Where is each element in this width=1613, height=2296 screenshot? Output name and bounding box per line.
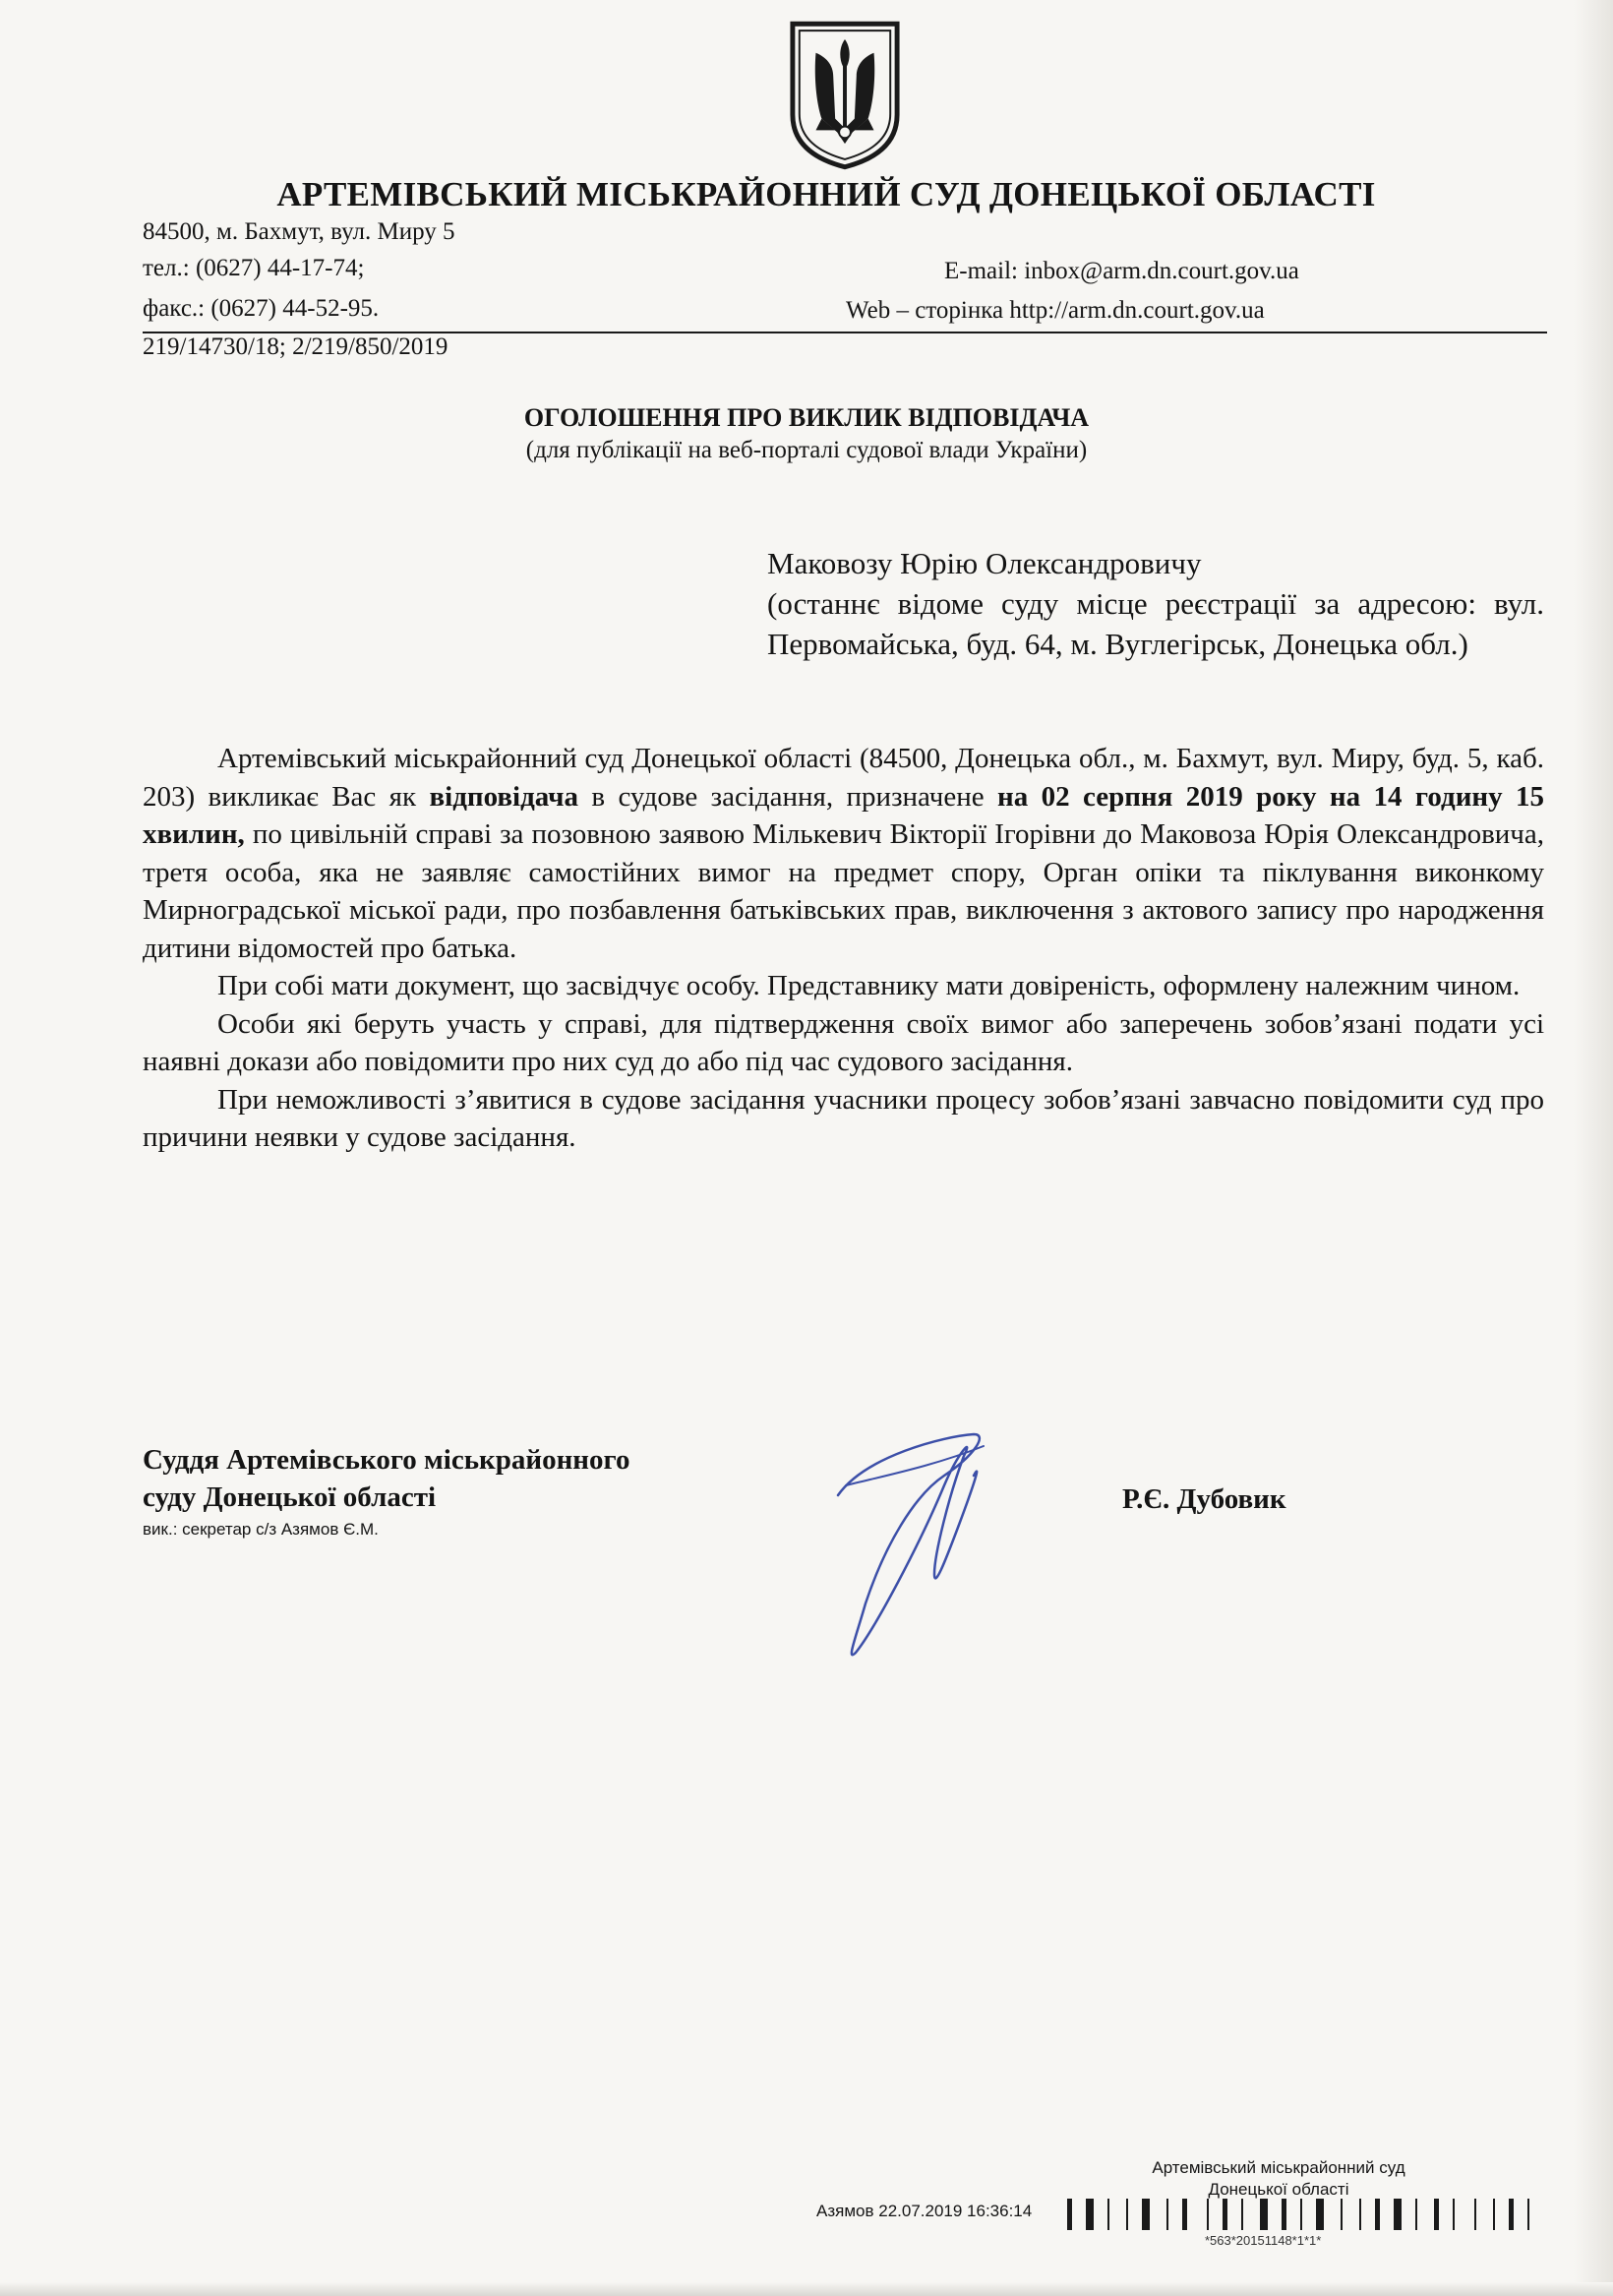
case-numbers: 219/14730/18; 2/219/850/2019 xyxy=(143,333,448,360)
text-run: в судове засідання, призначене xyxy=(577,780,998,813)
notice-body xyxy=(143,740,1544,1157)
executor-note: вик.: секретар с/з Азямов Є.М. xyxy=(143,1520,379,1539)
paragraph-absence: При неможливості з’явитися в судове засідання учасники процесу зобов’язані завчасно повідомити суд про причини неявки у судове засідання. xyxy=(143,1083,1544,1153)
document-title: ОГОЛОШЕННЯ ПРО ВИКЛИК ВІДПОВІДАЧА xyxy=(523,403,1090,432)
barcode-icon xyxy=(1067,2199,1541,2230)
registry-court-line2: Донецької області xyxy=(1208,2180,1349,2199)
text-run: по цивільній справі за позовною заявою Мількевич Вікторії Ігорівни до Маковоза Юрія Олександровича, третя особа, яка не заявляє самостійних вимог на предмет спору, Орган опіки та піклування виконкому Мирноградської міської ради, про позбавлення батьківських прав, виключення з актового запису про народження дитини відомостей про батька. xyxy=(143,818,1544,964)
addressee-block xyxy=(767,543,1544,664)
registry-court-label xyxy=(1141,2157,1416,2201)
registry-court-line1: Артемівський міськрайонний суд xyxy=(1152,2158,1405,2177)
judge-title-line2: суду Донецької області xyxy=(143,1481,437,1513)
role-highlight: відповідача xyxy=(429,780,578,813)
court-name: АРТЕМІВСЬКИЙ МІСЬКРАЙОННИЙ СУД ДОНЕЦЬКОЇ ОБЛАСТІ xyxy=(276,175,1376,213)
court-email: E-mail: inbox@arm.dn.court.gov.ua xyxy=(944,258,1299,284)
addressee-name: Маковозу Юрію Олександровичу xyxy=(767,546,1202,580)
court-fax: факс.: (0627) 44-52-95. xyxy=(143,295,380,322)
court-address: 84500, м. Бахмут, вул. Миру 5 xyxy=(143,218,455,245)
text-run: Артемівський міськрайонний суд Донецької області (84500, Донецька обл., м. Бахмут, вул. Миру, буд. 5, каб. 203) викликає Вас як xyxy=(143,743,1544,813)
addressee-address: (останнє відоме суду місце реєстрації за адресою: вул. Первомайська, буд. 64, м. Вуглегірськ, Донецька обл.) xyxy=(767,586,1544,661)
court-website: Web – сторінка http://arm.dn.court.gov.ua xyxy=(846,297,1265,324)
scan-edge xyxy=(1574,0,1613,2296)
hearing-datetime: на 02 серпня 2019 року на 14 годину 15 хвилин, xyxy=(143,780,1545,850)
court-phone: тел.: (0627) 44-17-74; xyxy=(143,255,365,281)
trident-emblem-icon xyxy=(787,18,903,173)
barcode-text: *563*20151148*1*1* xyxy=(1205,2233,1322,2248)
paragraph-evidence: Особи які беруть участь у справі, для підтвердження своїх вимог або заперечень зобов’язані подати усі наявні докази або повідомити про них суд до або під час судового засідання. xyxy=(143,1007,1544,1077)
document-subtitle: (для публікації на веб-порталі судової влади України) xyxy=(525,437,1088,463)
registry-meta: Азямов 22.07.2019 16:36:14 xyxy=(816,2202,1033,2220)
judge-name: Р.Є. Дубовик xyxy=(1122,1483,1286,1515)
handwritten-signature-icon xyxy=(826,1417,1003,1672)
paragraph-documents: При собі мати документ, що засвідчує особу. Представнику мати довіреність, оформлену належним чином. xyxy=(217,970,1521,1001)
paragraph-summons xyxy=(143,740,1544,967)
judge-title-block xyxy=(143,1441,831,1540)
judge-title-line1: Суддя Артемівського міськрайонного xyxy=(143,1444,630,1476)
scan-edge-bottom xyxy=(0,2282,1613,2296)
